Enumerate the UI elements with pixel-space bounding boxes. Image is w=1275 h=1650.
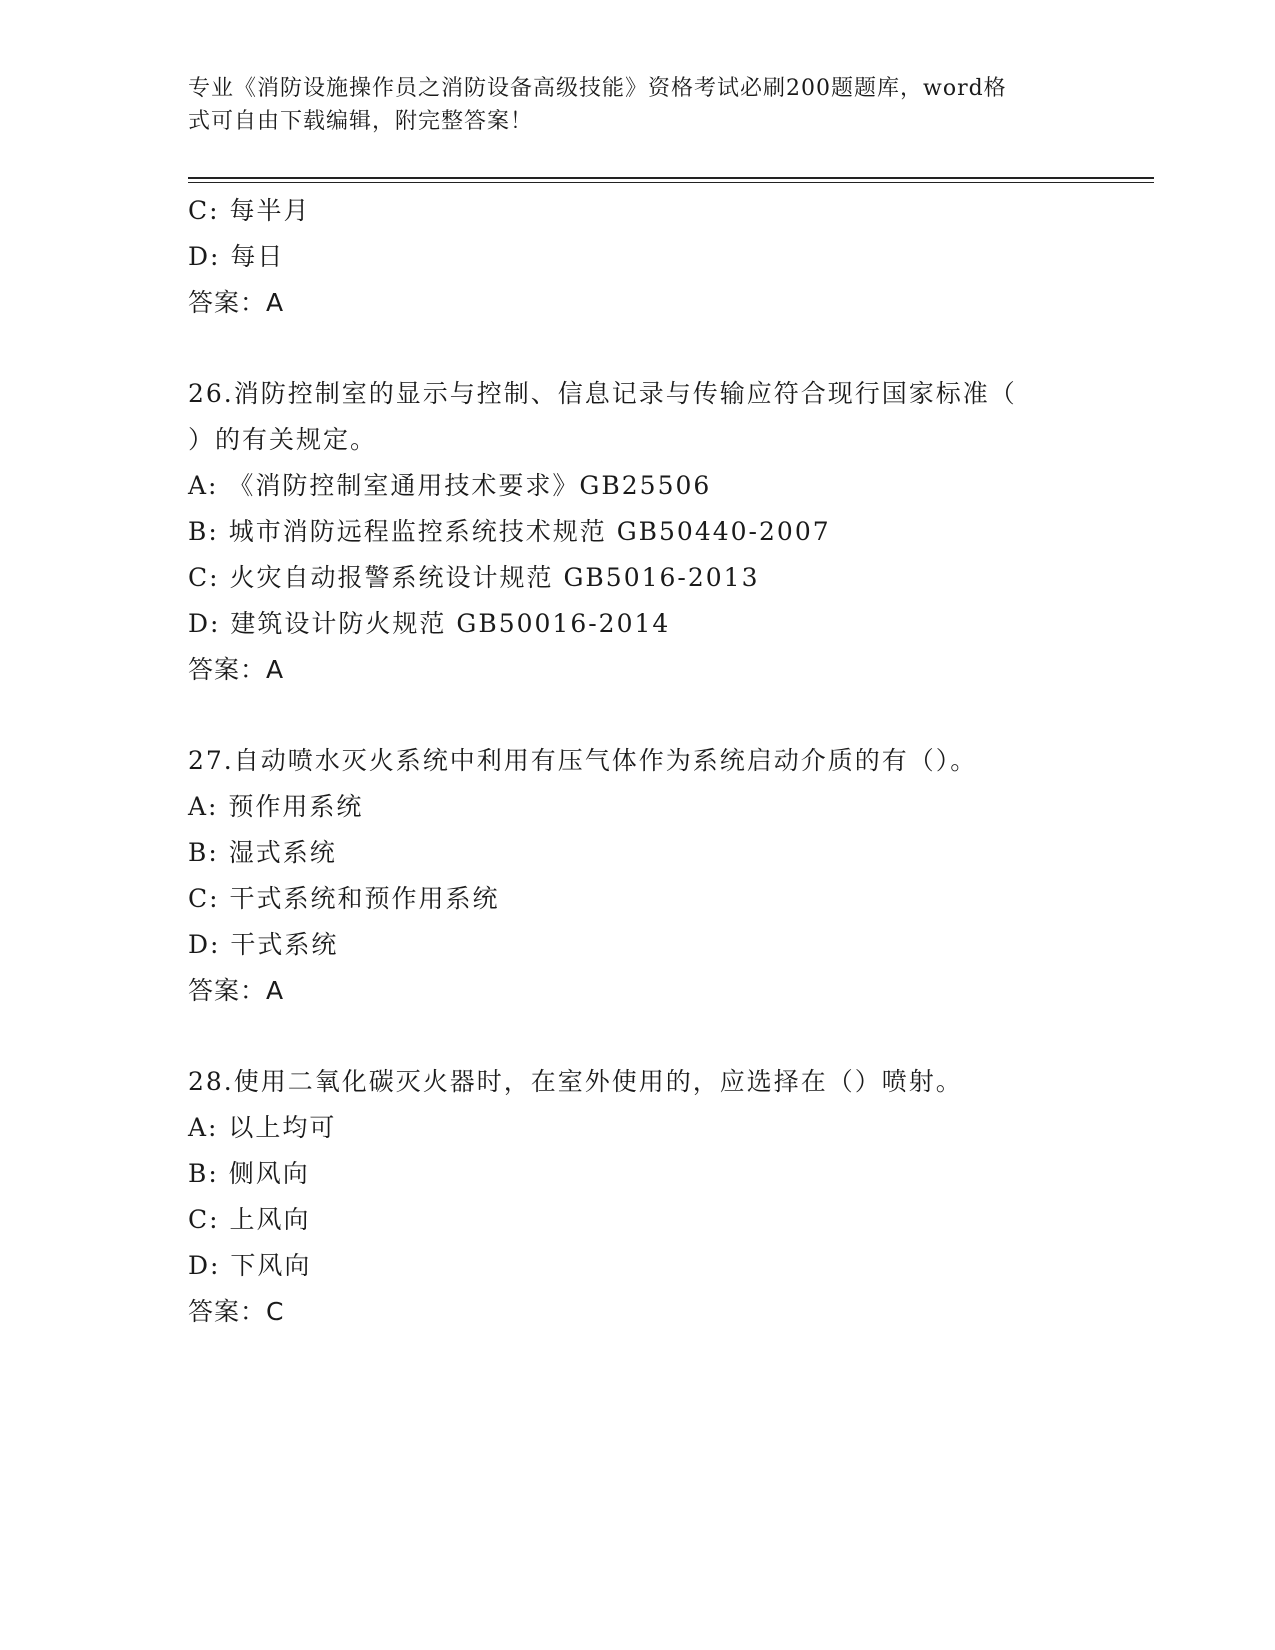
option-b: B: 湿式系统 — [188, 838, 337, 867]
answer-label: 答案：A — [188, 288, 285, 317]
option-b: B: 城市消防远程监控系统技术规范 GB50440-2007 — [188, 517, 831, 546]
header-divider-thick — [188, 177, 1154, 179]
header-line-1: 专业《消防设施操作员之消防设备高级技能》资格考试必刷200题题库，word格 — [188, 76, 1007, 101]
answer-label: 答案：A — [188, 655, 285, 684]
option-c: C: 干式系统和预作用系统 — [188, 884, 500, 913]
spacer — [188, 1014, 1088, 1059]
option-d: D: 下风向 — [188, 1251, 312, 1280]
option-c: C: 每半月 — [188, 196, 311, 225]
spacer — [188, 326, 1088, 371]
option-b: B: 侧风向 — [188, 1159, 310, 1188]
answer-label: 答案：A — [188, 976, 285, 1005]
question-list — [188, 188, 1088, 1335]
option-c: C: 火灾自动报警系统设计规范 GB5016-2013 — [188, 563, 760, 592]
question-stem: 26.消防控制室的显示与控制、信息记录与传输应符合现行国家标准（ — [188, 379, 1017, 408]
question-25-continuation — [188, 188, 1088, 326]
option-a: A: 《消防控制室通用技术要求》GB25506 — [188, 471, 712, 500]
option-d: D: 每日 — [188, 242, 285, 271]
option-a: A: 预作用系统 — [188, 792, 364, 821]
option-d: D: 干式系统 — [188, 930, 339, 959]
question-27 — [188, 738, 1088, 1014]
option-c: C: 上风向 — [188, 1205, 311, 1234]
question-stem: 28.使用二氧化碳灭火器时，在室外使用的，应选择在（）喷射。 — [188, 1067, 963, 1096]
header-line-2: 式可自由下载编辑，附完整答案！ — [188, 109, 534, 134]
question-26 — [188, 371, 1088, 693]
header-divider-thin — [188, 182, 1154, 183]
question-28 — [188, 1059, 1088, 1335]
document-header — [188, 72, 1068, 138]
option-a: A: 以上均可 — [188, 1113, 337, 1142]
spacer — [188, 693, 1088, 738]
option-d: D: 建筑设计防火规范 GB50016-2014 — [188, 609, 671, 638]
question-stem: 27.自动喷水灭火系统中利用有压气体作为系统启动介质的有（）。 — [188, 746, 978, 775]
question-stem-continued: ）的有关规定。 — [188, 425, 378, 454]
answer-label: 答案：C — [188, 1297, 285, 1326]
